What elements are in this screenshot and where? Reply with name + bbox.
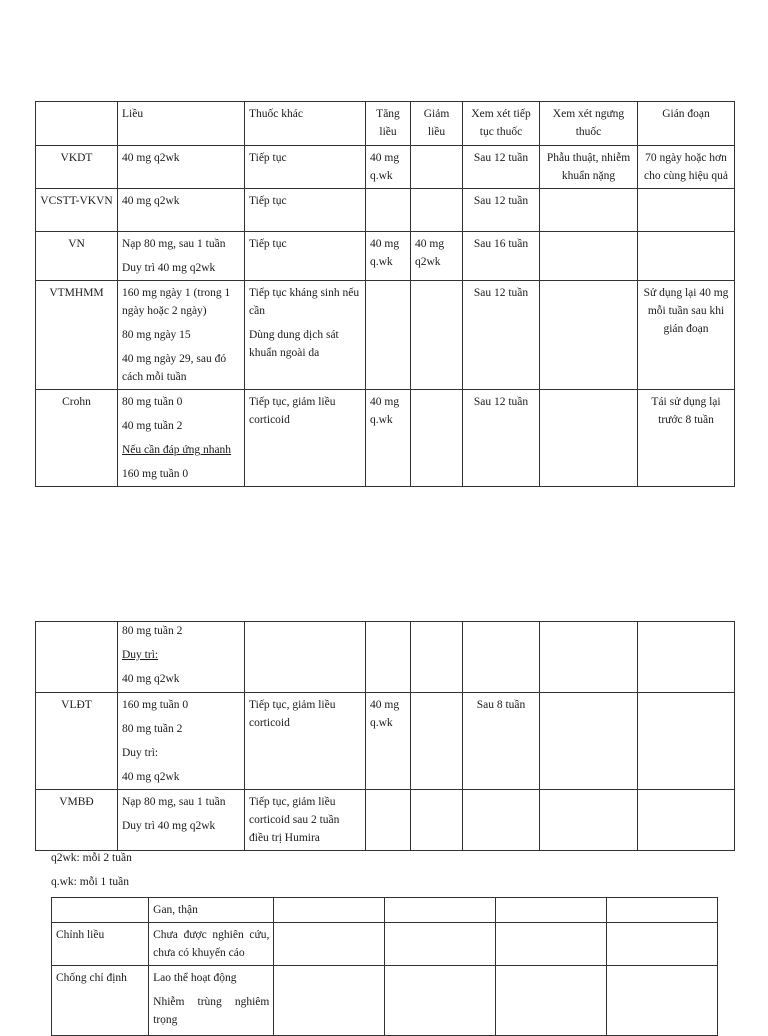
dose-cell	[118, 232, 245, 281]
header-other-drugs: Thuốc khác	[245, 102, 366, 146]
dose-line-underlined: Duy trì:	[122, 649, 159, 661]
row-label: Chỉnh liều	[52, 923, 149, 966]
row-name: VLĐT	[36, 693, 118, 790]
interrupt-cell: 70 ngày hoặc hơn cho cùng hiệu quả	[638, 146, 735, 189]
other-drugs-cell	[245, 693, 366, 790]
dose-line: Duy trì 40 mg q2wk	[122, 262, 216, 274]
row-name: VMBĐ	[36, 790, 118, 851]
continue-cell: Sau 8 tuần	[463, 693, 540, 790]
other-drugs-cell	[245, 390, 366, 487]
dose-cell	[118, 390, 245, 487]
row-name: VKDT	[36, 146, 118, 189]
stop-cell: Phẫu thuật, nhiễm khuẩn nặng	[540, 146, 638, 189]
note-line: q.wk: mỗi 1 tuần	[51, 876, 129, 888]
row-name: VTMHMM	[36, 281, 118, 390]
note-line: q2wk: mỗi 2 tuần	[51, 852, 132, 864]
dose-line: Nạp 80 mg, sau 1 tuần	[122, 796, 226, 808]
header-cell-empty	[495, 898, 606, 923]
decrease-cell	[411, 281, 463, 390]
continue-cell: Sau 12 tuần	[463, 189, 540, 232]
empty-cell	[495, 966, 606, 1036]
other-drugs-cell	[245, 790, 366, 851]
dose-line: 160 mg tuần 0	[122, 699, 189, 711]
dose-line: 40 mg q2wk	[122, 673, 180, 685]
dose-cell	[118, 189, 245, 232]
continue-cell: Sau 12 tuần	[463, 281, 540, 390]
table-row	[36, 622, 735, 693]
header-cell-empty	[274, 898, 385, 923]
detail-line: Lao thể hoạt động	[153, 972, 237, 984]
stop-cell	[540, 189, 638, 232]
empty-cell	[385, 966, 495, 1036]
other-line: Tiếp tục	[249, 238, 287, 250]
increase-cell	[366, 622, 411, 693]
other-line: Tiếp tục, giảm liều corticoid sau 2 tuần điều trị Humira	[249, 796, 340, 844]
header-cell-empty	[36, 102, 118, 146]
table-row	[52, 966, 718, 1036]
header-cell-empty	[606, 898, 717, 923]
header-decrease-dose: Giảm liều	[411, 102, 463, 146]
stop-cell	[540, 232, 638, 281]
interrupt-cell: Sử dụng lại 40 mg mỗi tuần sau khi gián đoạn	[638, 281, 735, 390]
header-interruption: Gián đoạn	[638, 102, 735, 146]
stop-cell	[540, 622, 638, 693]
other-line: Dùng dung dịch sát khuẩn ngoài da	[249, 329, 339, 359]
stop-cell	[540, 390, 638, 487]
dose-line: 80 mg ngày 15	[122, 329, 191, 341]
row-label: Chống chỉ định	[52, 966, 149, 1036]
abbreviation-notes	[51, 849, 132, 897]
increase-cell	[366, 281, 411, 390]
empty-cell	[274, 923, 385, 966]
dose-line: 160 mg tuần 0	[122, 468, 189, 480]
dose-cell	[118, 281, 245, 390]
dose-line: 80 mg tuần 0	[122, 396, 183, 408]
detail-line: Chưa được nghiên cứu, chưa có khuyến cáo	[153, 929, 270, 959]
dose-cell	[118, 693, 245, 790]
header-dose: Liều	[118, 102, 245, 146]
table-header-row	[36, 102, 735, 146]
interrupt-cell	[638, 622, 735, 693]
table-row	[52, 923, 718, 966]
dose-line: 80 mg tuần 2	[122, 723, 183, 735]
dose-line: 40 mg q2wk	[122, 152, 180, 164]
stop-cell	[540, 281, 638, 390]
dose-line: 40 mg tuần 2	[122, 420, 183, 432]
dose-cell	[118, 790, 245, 851]
dose-cell	[118, 622, 245, 693]
dose-line: 40 mg ngày 29, sau đó cách mỗi tuần	[122, 353, 227, 383]
continue-cell: Sau 16 tuần	[463, 232, 540, 281]
empty-cell	[495, 923, 606, 966]
dose-line: Nạp 80 mg, sau 1 tuần	[122, 238, 226, 250]
continue-cell	[463, 622, 540, 693]
interrupt-cell	[638, 790, 735, 851]
interrupt-cell	[638, 693, 735, 790]
dose-line: 160 mg ngày 1 (trong 1 ngày hoặc 2 ngày)	[122, 287, 231, 317]
header-consider-stop: Xem xét ngưng thuốc	[540, 102, 638, 146]
decrease-cell	[411, 189, 463, 232]
dose-cell	[118, 146, 245, 189]
table-row	[36, 390, 735, 487]
header-cell-empty	[52, 898, 149, 923]
increase-cell: 40 mg q.wk	[366, 693, 411, 790]
row-name: VN	[36, 232, 118, 281]
dosing-table-continued	[35, 621, 735, 851]
other-drugs-cell	[245, 622, 366, 693]
detail-cell	[149, 966, 274, 1036]
header-consider-continue: Xem xét tiếp tục thuốc	[463, 102, 540, 146]
header-liver-kidney: Gan, thận	[149, 898, 274, 923]
row-name: VCSTT-VKVN	[36, 189, 118, 232]
increase-cell: 40 mg q.wk	[366, 232, 411, 281]
dose-line: 80 mg tuần 2	[122, 625, 183, 637]
row-name: Crohn	[36, 390, 118, 487]
empty-cell	[606, 966, 717, 1036]
interrupt-cell	[638, 189, 735, 232]
other-drugs-cell	[245, 189, 366, 232]
table-header-row	[52, 898, 718, 923]
table-row	[36, 693, 735, 790]
stop-cell	[540, 693, 638, 790]
other-line: Tiếp tục, giảm liều corticoid	[249, 699, 336, 729]
dose-line: Duy trì:	[122, 747, 159, 759]
table-row	[36, 232, 735, 281]
interrupt-cell: Tái sử dụng lại trước 8 tuần	[638, 390, 735, 487]
empty-cell	[385, 923, 495, 966]
dose-line: 40 mg q2wk	[122, 195, 180, 207]
increase-cell	[366, 189, 411, 232]
decrease-cell	[411, 390, 463, 487]
header-cell-empty	[385, 898, 495, 923]
empty-cell	[274, 966, 385, 1036]
other-line: Tiếp tục kháng sinh nếu cần	[249, 287, 360, 317]
decrease-cell: 40 mg q2wk	[411, 232, 463, 281]
empty-cell	[606, 923, 717, 966]
table-row	[36, 790, 735, 851]
other-drugs-cell	[245, 146, 366, 189]
table-row	[36, 281, 735, 390]
other-line: Tiếp tục	[249, 195, 287, 207]
table-row	[36, 189, 735, 232]
decrease-cell	[411, 146, 463, 189]
detail-cell	[149, 923, 274, 966]
table-row	[36, 146, 735, 189]
decrease-cell	[411, 622, 463, 693]
increase-cell: 40 mg q.wk	[366, 146, 411, 189]
continue-cell: Sau 12 tuần	[463, 390, 540, 487]
dose-line-underlined: Nếu cần đáp ứng nhanh	[122, 444, 232, 456]
other-drugs-cell	[245, 232, 366, 281]
increase-cell: 40 mg q.wk	[366, 390, 411, 487]
decrease-cell	[411, 790, 463, 851]
row-name	[36, 622, 118, 693]
other-drugs-cell	[245, 281, 366, 390]
continue-cell	[463, 790, 540, 851]
interrupt-cell	[638, 232, 735, 281]
other-line: Tiếp tục	[249, 152, 287, 164]
other-line: Tiếp tục, giảm liều corticoid	[249, 396, 336, 426]
continue-cell: Sau 12 tuần	[463, 146, 540, 189]
dose-line: 40 mg q2wk	[122, 771, 180, 783]
header-increase-dose: Tăng liều	[366, 102, 411, 146]
stop-cell	[540, 790, 638, 851]
special-populations-table	[51, 897, 718, 1036]
detail-line: Nhiễm trùng nghiêm trọng	[153, 996, 270, 1026]
dose-line: Duy trì 40 mg q2wk	[122, 820, 216, 832]
decrease-cell	[411, 693, 463, 790]
dosing-table	[35, 101, 735, 487]
increase-cell	[366, 790, 411, 851]
